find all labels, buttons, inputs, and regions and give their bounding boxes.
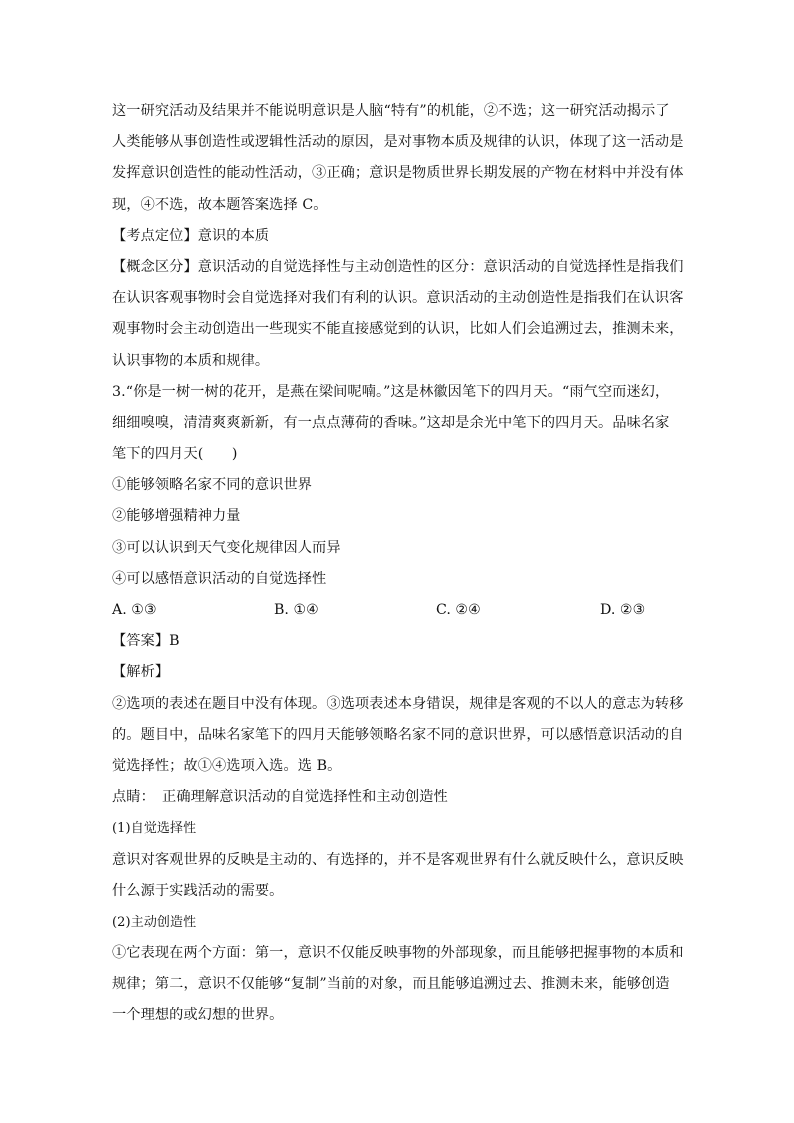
answer-options (112, 595, 684, 626)
option-c: C. ②④ (436, 602, 481, 618)
text-line: 在认识客观事物时会自觉选择对我们有利的认识。意识活动的主动创造性是指我们在认识客 (112, 290, 684, 307)
topic-location-heading: 【考点定位】意识的本质 (112, 227, 270, 244)
text-line: 观事物时会主动创造出一些现实不能直接感觉到的认识，比如人们会追溯过去，推测未来， (112, 321, 684, 338)
tip-line: 点睛： 正确理解意识活动的自觉选择性和主动创造性 (112, 789, 448, 806)
text-line: 这一研究活动及结果并不能说明意识是人脑“特有”的机能，②不选；这一研究活动揭示了 (112, 103, 670, 119)
text-line: 认识事物的本质和规律。 (112, 352, 270, 369)
statement-3: ③可以认识到天气变化规律因人而异 (112, 539, 341, 556)
subheading-active-creativity: (2)主动创造性 (112, 914, 197, 930)
text-line: 什么源于实践活动的需要。 (112, 882, 284, 899)
text-line: 发挥意识创造性的能动性活动，③正确；意识是物质世界长期发展的产物在材料中并没有体 (112, 165, 684, 182)
document-body (112, 96, 684, 1032)
option-d: D. ②③ (600, 602, 646, 618)
option-a: A. ①③ (112, 602, 157, 618)
question-stem-line: 细细嗅嗅，清清爽爽新新，有一点点薄荷的香味。”这却是余光中笔下的四月天。品味名家 (112, 414, 670, 431)
statement-2: ②能够增强精神力量 (112, 508, 241, 525)
answer-line: 【答案】B (112, 633, 180, 650)
text-line: 人类能够从事创造性或逻辑性活动的原因，是对事物本质及规律的认识，体现了这一活动是 (112, 134, 684, 151)
question-stem-line: 3.“你是一树一树的花开，是燕在梁间呢喃。”这是林徽因笔下的四月天。“雨气空而迷幻， (112, 383, 670, 400)
question-stem-line: 笔下的四月天( ) (112, 446, 238, 463)
text-line: 现，④不选，故本题答案选择 C。 (112, 196, 328, 213)
option-b: B. ①④ (274, 602, 319, 618)
text-line: ①它表现在两个方面：第一，意识不仅能反映事物的外部现象，而且能够把握事物的本质和 (112, 945, 684, 962)
analysis-line: 的。题目中，品味名家笔下的四月天能够领略名家不同的意识世界，可以感悟意识活动的自 (112, 726, 684, 743)
text-line: 规律；第二，意识不仅能够“复制”当前的对象，而且能够追溯过去、推测未来，能够创造 (112, 976, 670, 993)
analysis-line: ②选项的表述在题目中没有体现。③选项表述本身错误，规律是客观的不以人的意志为转移 (112, 695, 684, 712)
concept-distinction-line: 【概念区分】意识活动的自觉选择性与主动创造性的区分：意识活动的自觉选择性是指我们 (112, 258, 684, 275)
text-line: 意识对客观世界的反映是主动的、有选择的，并不是客观世界有什么就反映什么，意识反映 (112, 851, 684, 868)
analysis-line: 觉选择性；故①④选项入选。选 B。 (112, 757, 342, 774)
subheading-self-selection: (1)自觉选择性 (112, 821, 197, 837)
statement-4: ④可以感悟意识活动的自觉选择性 (112, 570, 327, 587)
analysis-heading: 【解析】 (112, 664, 170, 681)
text-line: 一个理想的或幻想的世界。 (112, 1007, 284, 1024)
statement-1: ①能够领略名家不同的意识世界 (112, 477, 313, 494)
